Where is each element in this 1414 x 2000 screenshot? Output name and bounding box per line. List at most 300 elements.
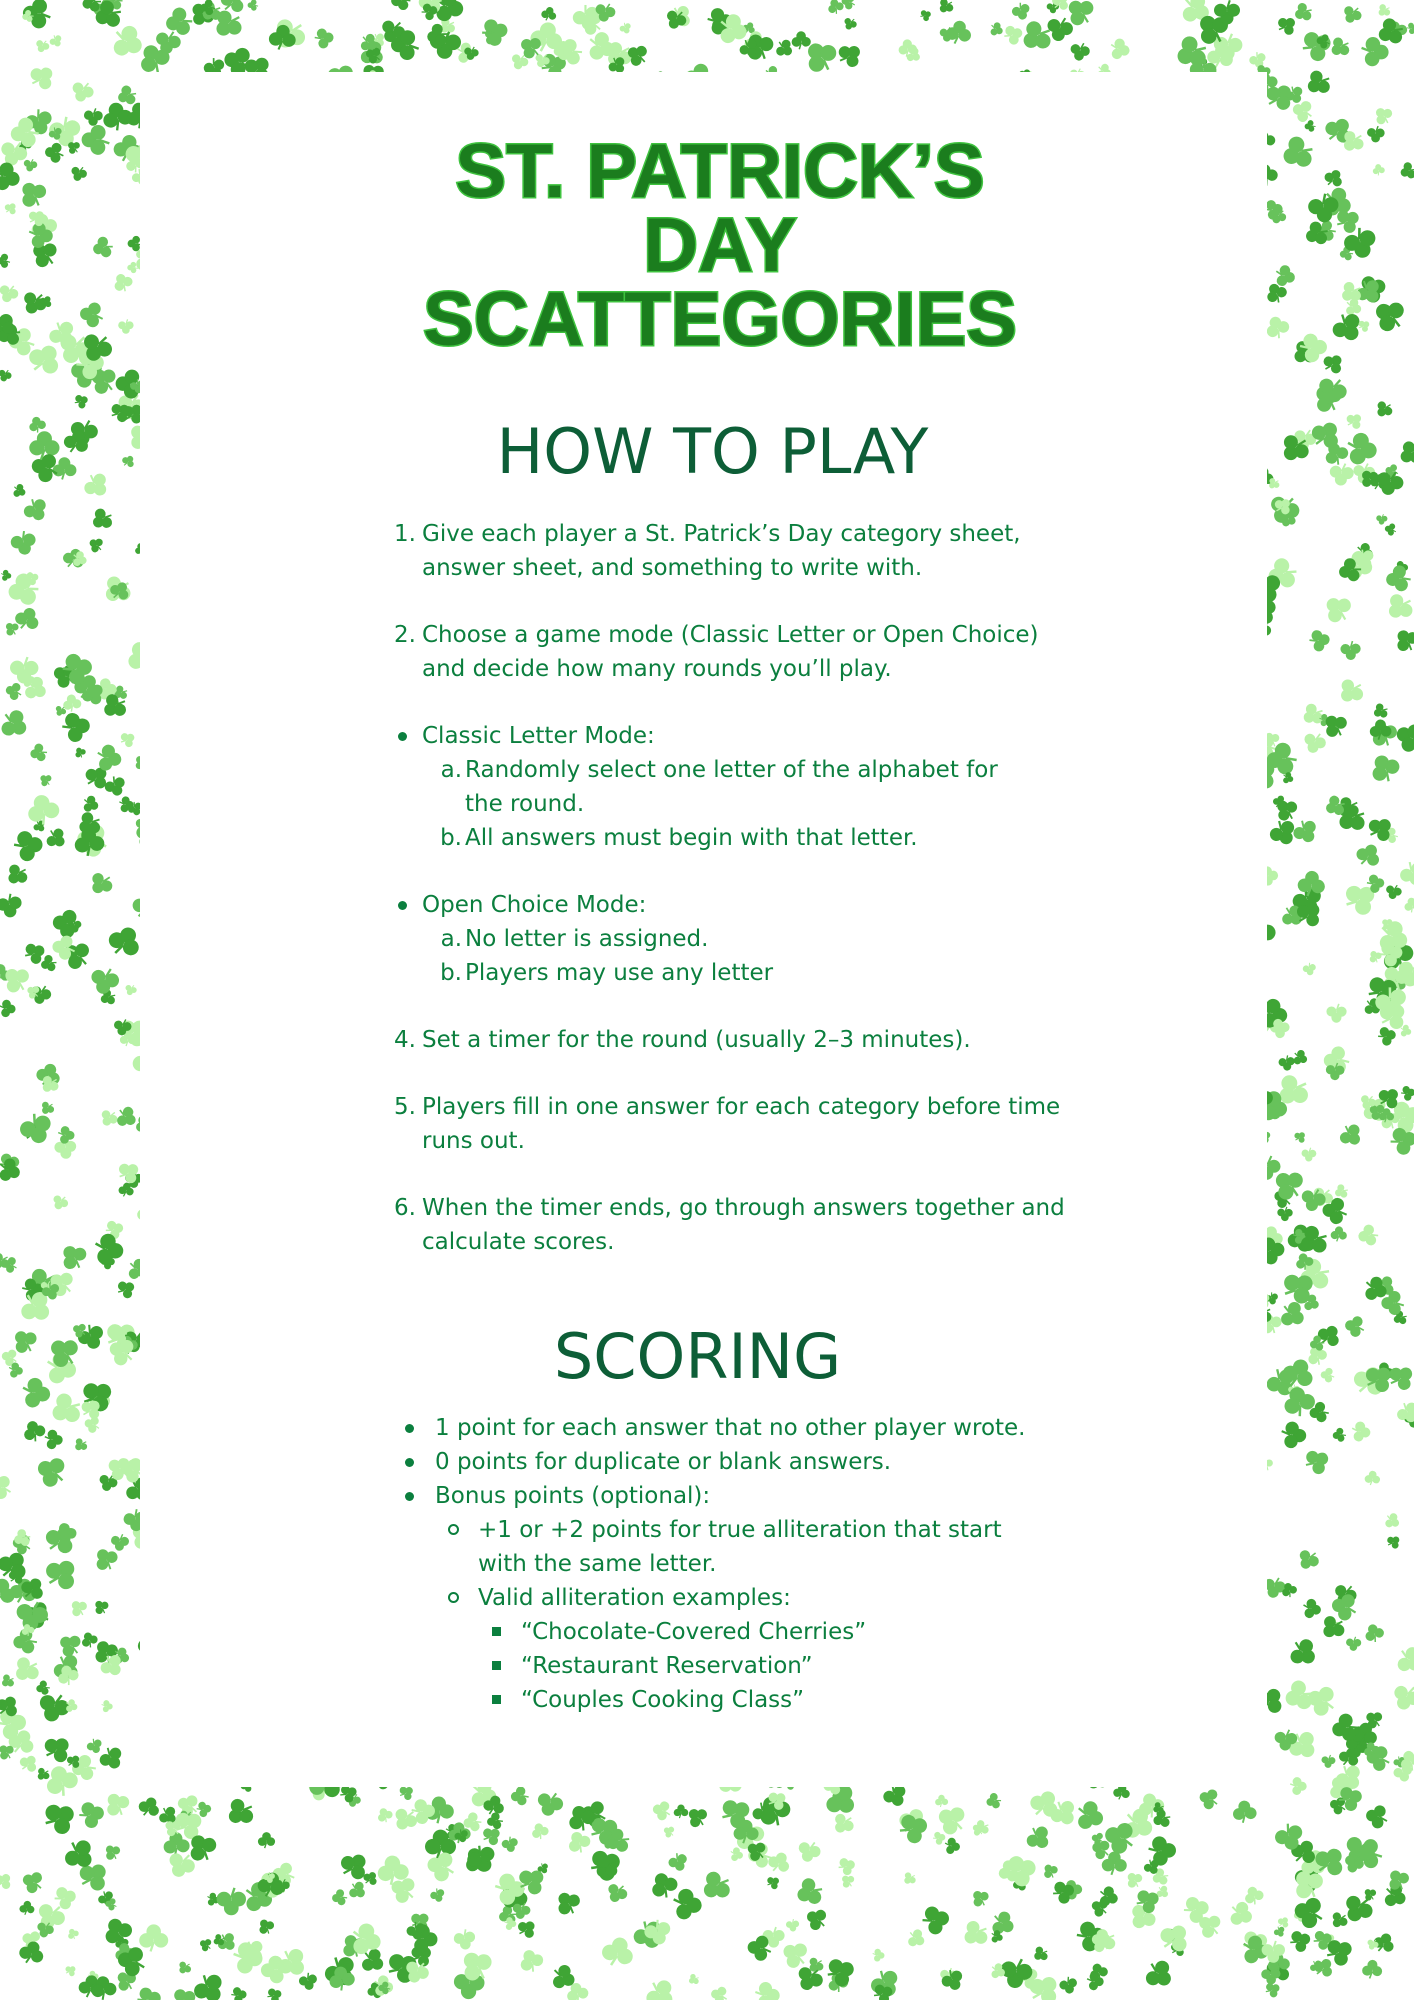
- sub-step-item: [372, 956, 1035, 990]
- shamrock-icon: [792, 1874, 827, 1909]
- scoring-list: [385, 1411, 1105, 1717]
- shamrock-icon: [66, 1927, 81, 1942]
- shamrock-icon: [78, 301, 105, 329]
- shamrock-icon: [1304, 120, 1316, 133]
- shamrock-icon: [1322, 166, 1347, 190]
- step-number: 2.: [394, 622, 416, 648]
- shamrock-icon: [651, 1799, 673, 1822]
- shamrock-icon: [331, 1888, 349, 1906]
- shamrock-icon: [3, 860, 32, 889]
- shamrock-icon: [118, 319, 133, 334]
- shamrock-icon: [38, 1099, 57, 1118]
- sub-step-text: Randomly select one letter of the alphabet for the round.: [465, 757, 998, 817]
- shamrock-icon: [1301, 1597, 1323, 1620]
- shamrock-icon: [79, 468, 113, 502]
- shamrock-icon: [1340, 641, 1361, 661]
- shamrock-icon: [26, 61, 60, 95]
- shamrock-icon: [1384, 1533, 1403, 1552]
- shamrock-icon: [298, 1971, 319, 1992]
- shamrock-icon: [1389, 1680, 1414, 1714]
- shamrock-icon: [135, 1984, 164, 2000]
- shamrock-icon: [918, 8, 933, 23]
- bullet-ring: [448, 1524, 459, 1535]
- shamrock-icon: [139, 1924, 168, 1951]
- shamrock-icon: [1356, 1223, 1380, 1248]
- shamrock-icon: [1108, 37, 1132, 62]
- shamrock-icon: [88, 505, 117, 534]
- step-text: Give each player a St. Patrick’s Day category sheet, answer sheet, and something to write with.: [422, 521, 1021, 581]
- shamrock-icon: [42, 824, 70, 852]
- shamrock-icon: [428, 1886, 446, 1904]
- shamrock-icon: [265, 1985, 284, 2000]
- shamrock-icon: [1010, 0, 1033, 22]
- shamrock-icon: [1302, 66, 1335, 100]
- shamrock-icon: [1123, 1869, 1146, 1891]
- bullet-square: [492, 1695, 501, 1704]
- shamrock-icon: [255, 1916, 277, 1937]
- sub-step-letter: b.: [440, 825, 462, 851]
- example-text: “Chocolate-Covered Cherries”: [521, 1619, 867, 1645]
- shamrock-icon: [1353, 840, 1384, 871]
- shamrock-icon: [1291, 0, 1315, 25]
- shamrock-icon: [1287, 1927, 1314, 1955]
- shamrock-icon: [72, 1436, 90, 1454]
- shamrock-icon: [19, 1900, 35, 1915]
- shamrock-icon: [1277, 132, 1318, 174]
- shamrock-icon: [1384, 882, 1403, 901]
- shamrock-icon: [313, 27, 335, 50]
- shamrock-icon: [1292, 1129, 1308, 1145]
- shamrock-icon: [69, 164, 89, 184]
- shamrock-icon: [102, 773, 129, 799]
- shamrock-icon: [176, 1959, 194, 1977]
- shamrock-icon: [1364, 1470, 1380, 1486]
- sub-step-letter: a.: [440, 757, 462, 783]
- shamrock-icon: [935, 1795, 948, 1808]
- shamrock-icon: [1376, 514, 1388, 526]
- shamrock-icon: [661, 1824, 676, 1840]
- shamrock-icon: [1334, 674, 1368, 708]
- shamrock-icon: [197, 1936, 214, 1953]
- scoring-item: [385, 1479, 1105, 1513]
- shamrock-icon: [85, 1736, 105, 1756]
- shamrock-icon: [101, 1700, 113, 1713]
- shamrock-icon: [55, 1630, 86, 1661]
- shamrock-icon: [123, 983, 138, 998]
- example-item: [385, 1649, 1105, 1683]
- list-spacer: [372, 1057, 1082, 1090]
- shamrock-icon: [34, 37, 52, 54]
- list-spacer: [372, 855, 1082, 888]
- shamrock-icon: [1301, 729, 1329, 756]
- shamrock-icon: [1277, 1206, 1293, 1221]
- shamrock-icon: [72, 392, 90, 411]
- shamrock-icon: [778, 1937, 813, 1973]
- shamrock-icon: [44, 142, 65, 164]
- shamrock-icon: [222, 1794, 259, 1831]
- shamrock-icon: [1328, 462, 1355, 487]
- shamrock-icon: [47, 33, 64, 50]
- shamrock-icon: [1326, 1003, 1347, 1022]
- shamrock-icon: [1298, 26, 1336, 65]
- shamrock-icon: [823, 1953, 859, 1990]
- scoring-text: Bonus points (optional):: [435, 1483, 711, 1509]
- bullet-square: [492, 1661, 501, 1670]
- shamrock-icon: [872, 1948, 885, 1962]
- shamrock-icon: [17, 1938, 47, 1967]
- bonus-item: [385, 1513, 1038, 1581]
- shamrock-icon: [1392, 1642, 1414, 1678]
- example-item: [385, 1615, 1105, 1649]
- shamrock-icon: [110, 270, 135, 295]
- shamrock-icon: [1294, 1546, 1322, 1574]
- shamrock-icon: [1361, 1886, 1379, 1904]
- shamrock-icon: [97, 1107, 120, 1130]
- shamrock-icon: [73, 745, 88, 760]
- shamrock-icon: [0, 569, 12, 581]
- shamrock-icon: [1301, 1445, 1334, 1478]
- shamrock-icon: [453, 1928, 477, 1951]
- shamrock-icon: [79, 1630, 100, 1650]
- step-text: Set a timer for the round (usually 2–3 minutes).: [422, 1027, 971, 1053]
- bullet-ring: [448, 1592, 459, 1603]
- shamrock-icon: [0, 999, 16, 1018]
- scoring-text: 0 points for duplicate or blank answers.: [435, 1449, 892, 1475]
- shamrock-icon: [958, 1916, 993, 1951]
- shamrock-icon: [1403, 897, 1414, 914]
- shamrock-icon: [76, 1799, 107, 1831]
- shamrock-icon: [795, 1838, 823, 1865]
- shamrock-icon: [1350, 1420, 1372, 1443]
- shamrock-icon: [1384, 522, 1398, 536]
- shamrock-icon: [1140, 1955, 1178, 1993]
- shamrock-icon: [901, 1870, 919, 1888]
- shamrock-icon: [987, 1908, 1018, 1940]
- shamrock-icon: [69, 78, 97, 105]
- shamrock-icon: [15, 176, 52, 213]
- step-item: [372, 1023, 1082, 1057]
- shamrock-icon: [935, 0, 956, 17]
- shamrock-icon: [50, 1192, 71, 1213]
- shamrock-icon: [1289, 816, 1321, 848]
- bullet-dot: [398, 901, 407, 910]
- shamrock-icon: [1290, 1777, 1307, 1795]
- shamrock-icon: [2, 200, 19, 217]
- shamrock-icon: [1371, 701, 1391, 721]
- shamrock-icon: [463, 1841, 500, 1877]
- shamrock-icon: [1395, 437, 1414, 469]
- title-line-2: DAY: [643, 203, 797, 288]
- sub-step-letter: a.: [440, 926, 462, 952]
- example-item: [385, 1683, 1105, 1717]
- shamrock-icon: [1382, 589, 1414, 625]
- shamrock-icon: [904, 1926, 928, 1951]
- shamrock-icon: [1364, 1803, 1390, 1830]
- step-number: 4.: [394, 1027, 416, 1053]
- list-spacer: [372, 1158, 1082, 1191]
- scoring-item: [385, 1445, 1105, 1479]
- mode-label: Open Choice Mode:: [422, 892, 647, 918]
- shamrock-icon: [258, 1832, 275, 1848]
- shamrock-icon: [765, 1849, 793, 1877]
- shamrock-icon: [20, 1418, 48, 1445]
- shamrock-icon: [0, 254, 10, 268]
- shamrock-icon: [35, 1679, 52, 1696]
- shamrock-icon: [968, 1886, 992, 1910]
- shamrock-icon: [516, 1946, 546, 1976]
- shamrock-icon: [618, 21, 633, 36]
- shamrock-icon: [1326, 34, 1353, 61]
- shamrock-icon: [0, 281, 21, 305]
- shamrock-icon: [1225, 1898, 1256, 1930]
- step-text: When the timer ends, go through answers together and calculate scores.: [422, 1195, 1065, 1255]
- shamrock-icon: [1058, 1975, 1079, 1996]
- shamrock-icon: [1396, 857, 1414, 891]
- shamrock-icon: [86, 535, 106, 555]
- shamrock-icon: [920, 1903, 953, 1937]
- shamrock-icon: [479, 16, 511, 49]
- shamrock-icon: [163, 5, 196, 39]
- shamrock-icon: [1400, 1084, 1414, 1101]
- shamrock-icon: [345, 1878, 369, 1902]
- step-number: 6.: [394, 1195, 416, 1221]
- scoring-item: [385, 1411, 1105, 1445]
- shamrock-icon: [551, 1886, 584, 1919]
- shamrock-icon: [514, 1916, 540, 1942]
- bullet-dot: [405, 1492, 414, 1501]
- shamrock-icon: [674, 1805, 689, 1819]
- shamrock-icon: [67, 1596, 90, 1619]
- shamrock-icon: [500, 1835, 519, 1853]
- shamrock-icon: [0, 1473, 14, 1501]
- list-spacer: [372, 585, 1082, 618]
- shamrock-icon: [1384, 564, 1412, 594]
- shamrock-icon: [29, 431, 59, 460]
- shamrock-icon: [785, 1918, 799, 1932]
- shamrock-icon: [984, 1791, 1002, 1810]
- step-number: 5.: [394, 1094, 416, 1120]
- shamrock-icon: [829, 1809, 858, 1838]
- shamrock-icon: [60, 710, 93, 744]
- shamrock-icon: [836, 1855, 858, 1878]
- shamrock-icon: [52, 457, 76, 480]
- sub-step-item: [372, 821, 1035, 855]
- shamrock-icon: [1366, 749, 1404, 787]
- shamrock-icon: [1319, 350, 1347, 378]
- step-text: Players fill in one answer for each category before time runs out.: [422, 1094, 1061, 1154]
- shamrock-icon: [118, 729, 138, 750]
- shamrock-icon: [0, 705, 33, 743]
- shamrock-icon: [1125, 1899, 1161, 1934]
- shamrock-icon: [100, 1788, 133, 1821]
- shamrock-icon: [91, 1597, 111, 1617]
- shamrock-icon: [120, 453, 137, 470]
- title-line-1: ST. PATRICK’S: [455, 129, 985, 214]
- shamrock-icon: [4, 681, 24, 702]
- shamrock-icon: [24, 338, 66, 380]
- shamrock-icon: [389, 0, 412, 12]
- shamrock-icon: [604, 1880, 631, 1906]
- shamrock-icon: [1335, 1120, 1366, 1151]
- shamrock-icon: [1346, 1636, 1362, 1651]
- sub-step-text: Players may use any letter: [465, 960, 774, 986]
- shamrock-icon: [25, 792, 62, 828]
- shamrock-icon: [37, 772, 54, 789]
- shamrock-icon: [696, 1866, 736, 1906]
- sub-step-item: [372, 922, 1035, 956]
- mode-label: Classic Letter Mode:: [422, 723, 655, 749]
- shamrock-icon: [90, 234, 115, 260]
- shamrock-icon: [1391, 624, 1414, 656]
- step-item: [372, 1090, 1082, 1158]
- example-text: “Restaurant Reservation”: [521, 1653, 813, 1679]
- shamrock-icon: [1328, 1909, 1351, 1932]
- step-item: [372, 1191, 1082, 1259]
- shamrock-icon: [1280, 1421, 1307, 1450]
- shamrock-icon: [1343, 410, 1365, 432]
- shamrock-icon: [938, 1966, 967, 1994]
- shamrock-icon: [375, 1805, 395, 1824]
- shamrock-icon: [932, 1830, 947, 1846]
- shamrock-icon: [943, 1837, 961, 1856]
- shamrock-icon: [686, 1972, 701, 1987]
- shamrock-icon: [764, 1874, 782, 1892]
- shamrock-icon: [1367, 125, 1385, 143]
- example-text: “Couples Cooking Class”: [521, 1687, 805, 1713]
- sub-step-text: All answers must begin with that letter.: [465, 825, 918, 851]
- bullet-dot: [398, 732, 407, 741]
- shamrock-icon: [1001, 22, 1025, 47]
- shamrock-icon: [1196, 1786, 1221, 1812]
- shamrock-icon: [486, 1811, 505, 1831]
- shamrock-icon: [1319, 590, 1356, 627]
- sub-step-letter: b.: [440, 960, 462, 986]
- shamrock-icon: [988, 20, 1006, 38]
- shamrock-icon: [1022, 1821, 1055, 1854]
- step-item: [372, 618, 1082, 686]
- shamrock-icon: [81, 125, 110, 155]
- shamrock-icon: [52, 1884, 79, 1912]
- sub-step-text: No letter is assigned.: [465, 926, 709, 952]
- shamrock-icon: [63, 1963, 78, 1978]
- shamrock-icon: [683, 1803, 711, 1831]
- shamrock-icon: [1382, 1510, 1403, 1531]
- shamrock-icon: [1302, 962, 1318, 977]
- shamrock-icon: [11, 482, 29, 500]
- list-spacer: [372, 990, 1082, 1023]
- shamrock-icon: [88, 965, 122, 997]
- shamrock-icon: [1406, 22, 1414, 35]
- shamrock-icon: [1320, 1367, 1335, 1383]
- shamrock-icon: [86, 868, 117, 899]
- shamrock-icon: [530, 1821, 551, 1841]
- shamrock-icon: [16, 1109, 56, 1148]
- shamrock-icon: [1391, 718, 1414, 755]
- shamrock-icon: [110, 1533, 130, 1552]
- shamrock-icon: [1068, 41, 1091, 63]
- shamrock-icon: [671, 1887, 703, 1921]
- shamrock-icon: [540, 5, 558, 22]
- shamrock-icon: [1102, 1851, 1127, 1875]
- shamrock-icon: [1362, 1621, 1386, 1644]
- shamrock-icon: [1344, 431, 1380, 468]
- shamrock-icon: [114, 1277, 138, 1302]
- shamrock-icon: [46, 1388, 87, 1430]
- shamrock-icon: [709, 1984, 730, 2000]
- shamrock-icon: [1343, 1314, 1366, 1338]
- shamrock-icon: [9, 529, 38, 557]
- shamrock-icon: [83, 108, 103, 127]
- shamrock-icon: [802, 1905, 830, 1934]
- shamrock-icon: [20, 494, 52, 525]
- shamrock-icon: [92, 1232, 126, 1268]
- shamrock-icon: [1072, 1798, 1107, 1834]
- bullet-square: [492, 1627, 501, 1636]
- shamrock-icon: [1340, 2, 1365, 27]
- shamrock-icon: [19, 1868, 47, 1896]
- shamrock-icon: [424, 1849, 458, 1884]
- shamrock-icon: [230, 1986, 248, 2000]
- shamrock-icon: [1362, 1959, 1383, 1979]
- shamrock-icon: [56, 1239, 91, 1274]
- shamrock-icon: [842, 15, 859, 32]
- list-spacer: [372, 686, 1082, 719]
- shamrock-icon: [101, 1841, 123, 1863]
- shamrock-icon: [1371, 103, 1396, 128]
- shamrock-icon: [28, 742, 49, 764]
- shamrock-icon: [39, 1797, 82, 1840]
- shamrock-icon: [640, 1974, 680, 2000]
- shamrock-icon: [1332, 1427, 1347, 1443]
- shamrock-icon: [44, 1429, 64, 1450]
- shamrock-icon: [248, 0, 259, 11]
- shamrock-icon: [834, 39, 867, 72]
- shamrock-icon: [20, 1376, 52, 1410]
- shamrock-icon: [22, 157, 38, 172]
- shamrock-icon: [1321, 1754, 1336, 1769]
- shamrock-icon: [666, 1850, 690, 1874]
- shamrock-icon: [510, 1786, 530, 1807]
- shamrock-icon: [0, 892, 23, 919]
- shamrock-icon: [1290, 1048, 1310, 1068]
- bullet-dot: [405, 1458, 414, 1467]
- scoring-heading: SCORING: [553, 1320, 842, 1393]
- shamrock-icon: [107, 21, 148, 63]
- shamrock-icon: [791, 31, 811, 49]
- shamrock-icon: [1366, 948, 1383, 965]
- shamrock-icon: [9, 1652, 44, 1687]
- shamrock-icon: [1372, 163, 1386, 176]
- shamrock-icon: [1030, 1944, 1050, 1965]
- shamrock-icon: [38, 953, 58, 974]
- shamrock-icon: [1040, 1861, 1060, 1881]
- how-to-play-list: [372, 517, 1082, 1259]
- shamrock-icon: [754, 1982, 780, 2000]
- shamrock-icon: [217, 1888, 246, 1916]
- shamrock-icon: [0, 367, 13, 383]
- shamrock-icon: [1310, 1954, 1337, 1981]
- how-to-play-heading: HOW TO PLAY: [496, 415, 929, 488]
- shamrock-icon: [1332, 1182, 1350, 1200]
- shamrock-icon: [599, 1934, 637, 1971]
- shamrock-icon: [12, 829, 45, 863]
- shamrock-icon: [1308, 628, 1332, 653]
- shamrock-icon: [1278, 1054, 1296, 1071]
- shamrock-icon: [96, 1743, 128, 1774]
- shamrock-icon: [0, 1672, 17, 1690]
- shamrock-icon: [17, 1751, 42, 1775]
- step-number: 1.: [394, 521, 416, 547]
